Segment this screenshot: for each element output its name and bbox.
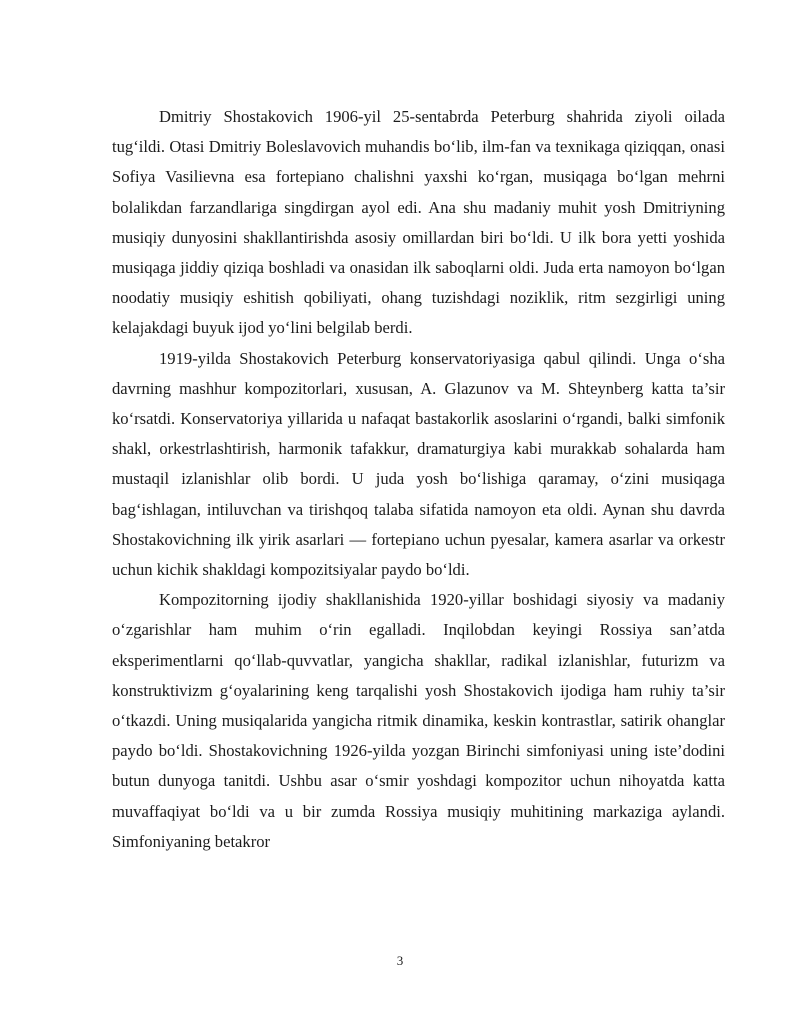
text-body <box>112 102 725 857</box>
paragraph-3: Kompozitorning ijodiy shakllanishida 1920-yillar boshidagi siyosiy va madaniy o‘zgarishlar ham muhim o‘rin egalladi. Inqilobdan keyingi Rossiya san’atda eksperimentlarni qo‘llab-quvvatlar, yangicha shakllar, radikal izlanishlar, futurizm va konstruktivizm g‘oyalarining keng tarqalishi yosh Shostakovich ijodiga ham ruhiy ta’sir o‘tkazdi. Uning musiqalarida yangicha ritmik dinamika, keskin kontrastlar, satirik ohanglar paydo bo‘ldi. Shostakovichning 1926-yilda yozgan Birinchi simfoniyasi uning iste’dodini butun dunyoga tanitdi. Ushbu asar o‘smir yoshdagi kompozitor uchun nihoyatda katta muvaffaqiyat bo‘ldi va u bir zumda Rossiya musiqiy muhitining markaziga aylandi. Simfoniyaning betakror <box>112 590 725 851</box>
page-number: 3 <box>396 953 404 968</box>
paragraph-2: 1919-yilda Shostakovich Peterburg konservatoriyasiga qabul qilindi. Unga o‘sha davrning mashhur kompozitorlari, xususan, A. Glazunov va M. Shteynberg katta ta’sir ko‘rsatdi. Konservatoriya yillarida u nafaqat bastakorlik asoslarini o‘rgandi, balki simfonik shakl, orkestrlashtirish, harmonik tafakkur, dramaturgiya kabi murakkab sohalarda ham mustaqil izlanishlar olib bordi. U juda yosh bo‘lishiga qaramay, o‘zini musiqaga bag‘ishlagan, intiluvchan va tirishqoq talaba sifatida namoyon eta oldi. Aynan shu davrda Shostakovichning ilk yirik asarlari — fortepiano uchun pyesalar, kamera asarlar va orkestr uchun kichik shakldagi kompozitsiyalar paydo bo‘ldi. <box>112 348 725 580</box>
paragraph-1: Dmitriy Shostakovich 1906-yil 25-sentabrda Peterburg shahrida ziyoli oilada tug‘ildi. Otasi Dmitriy Boleslavovich muhandis bo‘lib, ilm-fan va texnikaga qiziqqan, onasi Sofiya Vasilievna esa fortepiano chalishni yaxshi ko‘rgan, musiqaga bo‘lgan mehrni bolalikdan farzandlariga singdirgan ayol edi. Ana shu madaniy muhit yosh Dmitriyning musiqiy dunyosini shakllantirishda asosiy omillardan biri bo‘ldi. U ilk bora yetti yoshida musiqaga jiddiy qiziqa boshladi va onasidan ilk saboqlarni oldi. Juda erta namoyon bo‘lgan noodatiy musiqiy eshitish qobiliyati, ohang tuzishdagi noziklik, ritm sezgirligi uning kelajakdagi buyuk ijod yo‘lini belgilab berdi. <box>112 107 725 338</box>
